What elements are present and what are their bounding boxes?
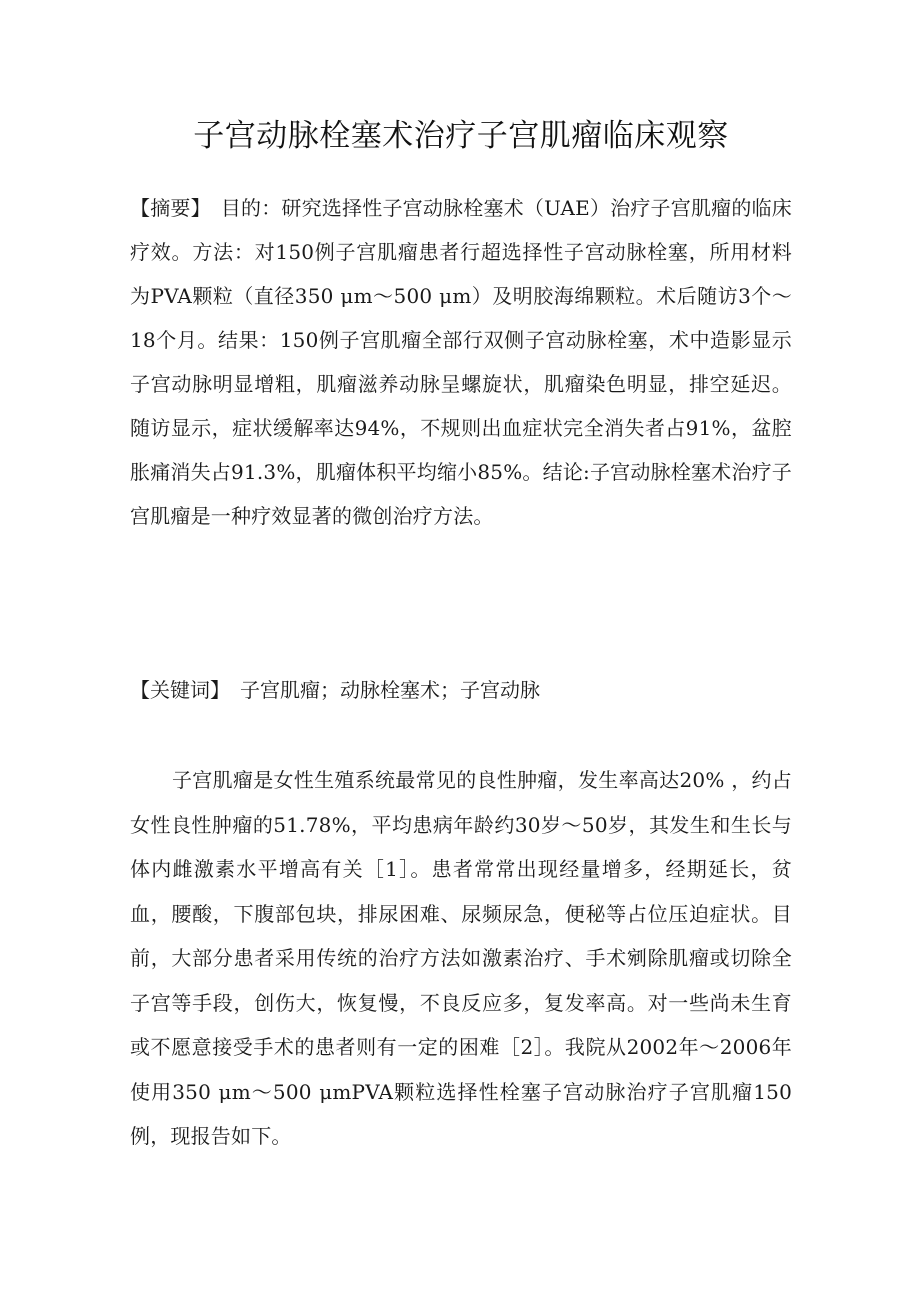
abstract-text: 目的：研究选择性子宫动脉栓塞术（UAE）治疗子宫肌瘤的临床疗效。方法：对150例子宫肌瘤患者行超选择性子宫动脉栓塞，所用材料为PVA颗粒（直径350 μm～500 μm）及明胶海绵颗粒。术后随访3个～18个月。结果：150例子宫肌瘤全部行双侧子宫动脉栓塞，术中造影显示子宫动脉明显增粗，肌瘤滋养动脉呈螺旋状，肌瘤染色明显，排空延迟。随访显示，症状缓解率达94%，不规则出血症状完全消失者占91%，盆腔胀痛消失占91.3%，肌瘤体积平均缩小85%。结论:子宫动脉栓塞术治疗子宫肌瘤是一种疗效显著的微创治疗方法。 bbox=[130, 196, 792, 528]
document-title: 子宫动脉栓塞术治疗子宫肌瘤临床观察 bbox=[193, 118, 729, 154]
introduction-paragraph: 子宫肌瘤是女性生殖系统最常见的良性肿瘤，发生率高达20% ，约占女性良性肿瘤的51.78%，平均患病年龄约30岁～50岁，其发生和生长与体内雌激素水平增高有关［1］。患者常常出现经量增多，经期延长，贫血，腰酸，下腹部包块，排尿困难、尿频尿急，便秘等占位压迫症状。目前，大部分患者采用传统的治疗方法如激素治疗、手术剜除肌瘤或切除全子宫等手段，创伤大，恢复慢，不良反应多，复发率高。对一些尚未生育或不愿意接受手术的患者则有一定的困难［2］。我院从2002年～2006年使用350 μm～500 μmPVA颗粒选择性栓塞子宫动脉治疗子宫肌瘤150例，现报告如下。 bbox=[130, 768, 792, 1148]
keywords-label: 【关键词】 bbox=[130, 678, 230, 702]
abstract-label: 【摘要】 bbox=[130, 196, 211, 220]
keywords-paragraph bbox=[130, 668, 792, 712]
abstract-paragraph bbox=[130, 186, 792, 538]
keywords-text: 子宫肌瘤；动脉栓塞术；子宫动脉 bbox=[240, 678, 540, 702]
